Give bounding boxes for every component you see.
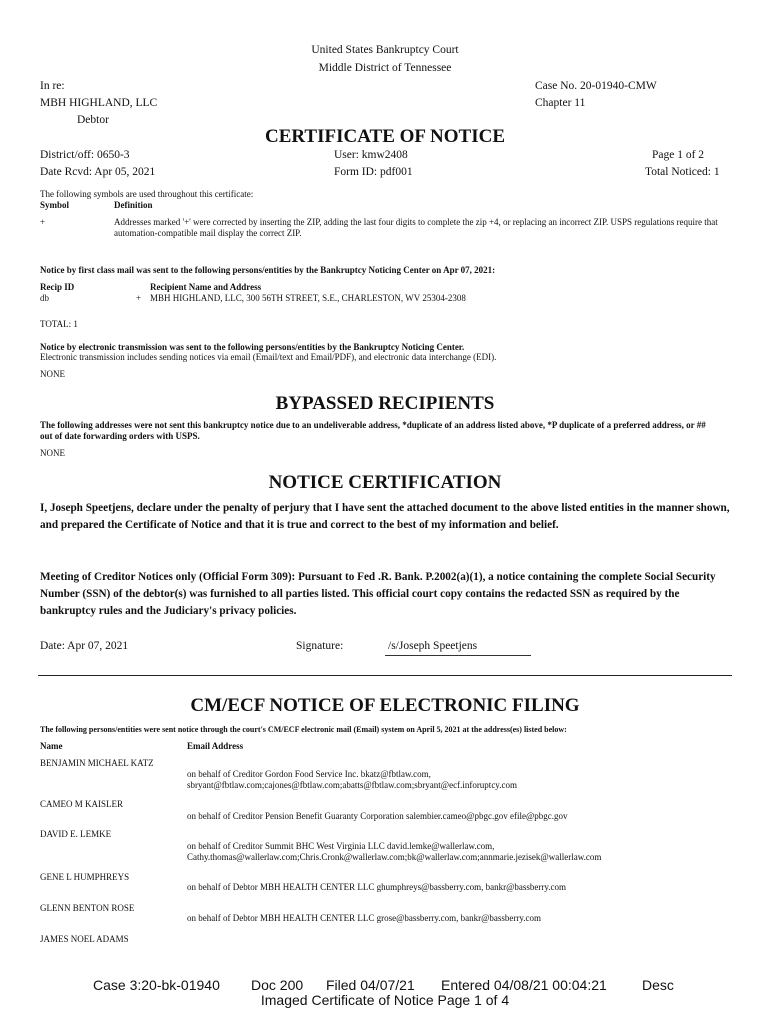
definition-column-header: Definition <box>114 200 153 210</box>
cmecf-recipient-email: on behalf of Creditor Summit BHC West Virginia LLC david.lemke@wallerlaw.com, <box>187 841 495 851</box>
recip-correction-mark: + <box>136 293 142 303</box>
user-id: User: kmw2408 <box>334 149 408 161</box>
electronic-sub: Electronic transmission includes sending notices via email (Email/text and Email/PDF), and electronic data interchange (EDI). <box>40 352 497 362</box>
footer-desc: Desc <box>642 977 674 993</box>
footer-page-label: Imaged Certificate of Notice Page 1 of 4 <box>260 992 510 1008</box>
cmecf-recipient-name: GENE L HUMPHREYS <box>40 872 130 882</box>
case-number: Case No. 20-01940-CMW <box>535 80 657 92</box>
debtor-name: MBH HIGHLAND, LLC <box>40 97 158 109</box>
cmecf-recipient-email: Cathy.thomas@wallerlaw.com;Chris.Cronk@wallerlaw.com;bk@wallerlaw.com;annmarie.jezisek@wallerlaw.com <box>187 852 602 862</box>
signature-label: Signature: <box>296 640 344 652</box>
in-re-label: In re: <box>40 80 65 92</box>
form-id: Form ID: pdf001 <box>334 166 413 178</box>
footer-case-number: Case 3:20-bk-01940 <box>93 977 220 993</box>
certificate-title: CERTIFICATE OF NOTICE <box>264 126 506 147</box>
first-class-intro: Notice by first class mail was sent to the following persons/entities by the Bankruptcy Noticing Center on Apr 07, 2021: <box>40 265 496 275</box>
cmecf-recipient-email: on behalf of Debtor MBH HEALTH CENTER LLC grose@bassberry.com, bankr@bassberry.com <box>187 913 542 923</box>
recipient-name-header: Recipient Name and Address <box>150 282 262 292</box>
cmecf-email-header: Email Address <box>187 741 244 751</box>
ssn-notice: Meeting of Creditor Notices only (Official Form 309): Pursuant to Fed .R. Bank. P.2002(a)(1), a notice containing the complete Social Security Number (SSN) of the debtor(s) was furnished to all parties listed. This official court copy contains the redacted SSN as required by the bankruptcy rules and the Judiciary's privacy policies. <box>40 571 716 617</box>
bypassed-text: The following addresses were not sent this bankruptcy notice due to an undeliverable address, *duplicate of an address listed above, *P duplicate of a preferred address, or ## out of date forwarding orders with USPS. <box>40 420 706 441</box>
first-class-total: TOTAL: 1 <box>40 319 78 329</box>
page-count: Page 1 of 2 <box>652 149 705 161</box>
section-divider <box>38 675 732 676</box>
district-office: District/off: 0650-3 <box>40 149 130 161</box>
footer-entered-date: Entered 04/08/21 00:04:21 <box>441 977 607 993</box>
cmecf-recipient-email: on behalf of Debtor MBH HEALTH CENTER LLC ghumphreys@bassberry.com, bankr@bassberry.com <box>187 882 567 892</box>
symbol-plus: + <box>40 217 46 227</box>
cmecf-intro: The following persons/entities were sent notice through the court's CM/ECF electronic mail (Email) system on April 5, 2021 at the address(es) listed below: <box>40 725 567 734</box>
cmecf-recipient-name: GLENN BENTON ROSE <box>40 903 135 913</box>
certification-title: NOTICE CERTIFICATION <box>268 472 502 493</box>
recip-id: db <box>40 293 49 303</box>
recip-id-header: Recip ID <box>40 282 75 292</box>
cmecf-recipient-email: on behalf of Creditor Gordon Food Service Inc. bkatz@fbtlaw.com, <box>187 769 431 779</box>
electronic-none: NONE <box>40 369 65 379</box>
chapter: Chapter 11 <box>535 97 586 109</box>
electronic-intro: Notice by electronic transmission was sent to the following persons/entities by the Bankruptcy Noticing Center. <box>40 342 465 352</box>
certification-date: Date: Apr 07, 2021 <box>40 640 129 652</box>
bypassed-none: NONE <box>40 448 65 458</box>
footer-doc-number: Doc 200 <box>251 977 304 993</box>
signature-line <box>385 655 531 656</box>
cmecf-name-header: Name <box>40 741 63 751</box>
court-district: Middle District of Tennessee <box>318 62 452 74</box>
court-name: United States Bankruptcy Court <box>311 44 459 56</box>
symbols-intro: The following symbols are used throughout this certificate: <box>40 189 254 199</box>
cmecf-recipient-email: sbryant@fbtlaw.com;cajones@fbtlaw.com;abatts@fbtlaw.com;sbryant@ecf.inforuptcy.com <box>187 780 517 790</box>
recipient-address: MBH HIGHLAND, LLC, 300 56TH STREET, S.E., CHARLESTON, WV 25304-2308 <box>150 293 466 303</box>
cmecf-recipient-email: on behalf of Creditor Pension Benefit Guaranty Corporation salembier.cameo@pbgc.gov efile@pbgc.gov <box>187 811 568 821</box>
date-received: Date Rcvd: Apr 05, 2021 <box>40 166 156 178</box>
symbol-plus-definition: Addresses marked '+' were corrected by inserting the ZIP, adding the last four digits to complete the zip +4, or replacing an incorrect ZIP. USPS regulations require that automation-compatible mail display the correct ZIP. <box>114 217 718 238</box>
total-noticed: Total Noticed: 1 <box>645 166 720 178</box>
debtor-label: Debtor <box>77 114 109 126</box>
cmecf-recipient-name: DAVID E. LEMKE <box>40 829 112 839</box>
bypassed-title: BYPASSED RECIPIENTS <box>275 393 495 414</box>
cmecf-title: CM/ECF NOTICE OF ELECTRONIC FILING <box>190 695 580 716</box>
symbol-column-header: Symbol <box>40 200 70 210</box>
cmecf-recipient-name: CAMEO M KAISLER <box>40 799 124 809</box>
footer-filed-date: Filed 04/07/21 <box>326 977 415 993</box>
signature-value: /s/Joseph Speetjens <box>388 640 478 652</box>
cmecf-recipient-name: BENJAMIN MICHAEL KATZ <box>40 758 154 768</box>
cmecf-recipient-name: JAMES NOEL ADAMS <box>40 934 129 944</box>
certification-declaration: I, Joseph Speetjens, declare under the penalty of perjury that I have sent the attached document to the above listed entities in the manner shown, and prepared the Certificate of Notice and that it is true and correct to the best of my information and belief. <box>40 502 730 531</box>
